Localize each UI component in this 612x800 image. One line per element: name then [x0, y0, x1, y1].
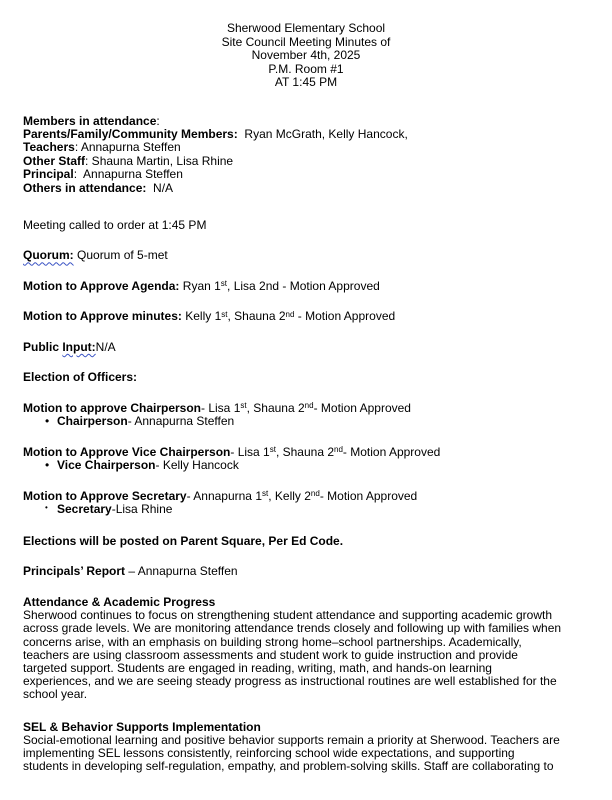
motion-label: Motion to approve Chairperson: [23, 400, 202, 415]
principals-report-value: – Annapurna Steffen: [125, 564, 238, 579]
header-line-room: P.M. Room #1: [268, 61, 344, 76]
attendance-row-others: [23, 182, 598, 195]
paragraph-line: targeted support. Students are engaged in reading, writing, math, and hands-on learning: [23, 660, 492, 675]
motion-text: - Motion Approved: [319, 488, 418, 503]
attendance-row-other-staff: [23, 155, 598, 168]
officer-role: Chairperson: [57, 414, 128, 429]
vice-chairperson-bullet-item: [23, 459, 598, 473]
elections-posting-note: Elections will be posted on Parent Square, Per Ed Code.: [23, 533, 344, 548]
header-line-time: AT 1:45 PM: [274, 75, 338, 89]
paragraph-line: students in developing self-regulation, empathy, and problem-solving skills. Staff are collaborating to: [23, 759, 554, 774]
attendance-label: Other Staff: [23, 153, 86, 168]
officer-role: Secretary: [57, 502, 112, 517]
section-heading: Attendance & Academic Progress: [23, 594, 216, 609]
quorum-line: [23, 249, 598, 263]
ordinal-suffix: nd: [304, 401, 314, 411]
ordinal-suffix: st: [269, 445, 276, 455]
ordinal-suffix: st: [220, 279, 228, 289]
secretary-bullet-item: [23, 503, 598, 518]
public-input-label: Public: [23, 339, 63, 354]
meeting-minutes-document: [23, 22, 598, 792]
principals-report-line: [23, 565, 598, 579]
motion-text: - Motion Approved: [294, 309, 396, 324]
bullet-icon: •: [45, 458, 50, 473]
ordinal-suffix: nd: [334, 445, 343, 455]
section-attendance-academic-progress: [23, 596, 598, 702]
paragraph-line: school year.: [23, 687, 88, 702]
bullet-icon: •: [45, 503, 48, 513]
header-line-title: Site Council Meeting Minutes of: [221, 34, 391, 49]
motion-label: Motion to Approve Secretary: [23, 488, 187, 503]
ordinal-suffix: nd: [310, 489, 320, 499]
ordinal-suffix: nd: [285, 309, 295, 319]
attendance-value: N/A: [146, 180, 174, 195]
public-input-line: [23, 341, 598, 355]
attendance-value: :: [156, 113, 160, 128]
motion-label: Motion to Approve minutes:: [23, 309, 182, 324]
motion-approve-minutes: [23, 310, 598, 324]
attendance-value: : Annapurna Steffen: [73, 167, 183, 182]
motion-text: - Motion Approved: [313, 400, 411, 415]
paragraph-line: experiences, and we are seeing steady progress as instructional routines are well established for the: [23, 674, 557, 689]
motion-approve-secretary: [23, 490, 598, 504]
paragraph-line: across grade levels. We are monitoring attendance trends closely and following up with families when: [23, 621, 562, 636]
called-to-order-line: Meeting called to order at 1:45 PM: [23, 217, 207, 232]
public-input-label-flagged: Input:: [62, 339, 96, 354]
paragraph-line: implementing SEL lessons consistently, reinforcing school wide expectations, and supporting: [23, 745, 515, 760]
paragraph-line: Sherwood continues to focus on strengthening student attendance and supporting academic growth: [23, 608, 553, 623]
paragraph-line: concerns arise, with an emphasis on building strong home–school partnerships. Academically,: [23, 634, 522, 649]
principals-report-label: Principals’ Report: [23, 564, 126, 579]
motion-text: - Lisa 1: [201, 400, 241, 415]
attendance-row-teachers: [23, 141, 598, 154]
motion-vice-chairperson-block: [23, 446, 598, 473]
officer-person: -Lisa Rhine: [111, 502, 173, 517]
attendance-row-parents: [23, 128, 598, 141]
motion-text: , Lisa 2nd - Motion Approved: [227, 278, 380, 293]
motion-label: Motion to Approve Agenda:: [23, 278, 180, 293]
attendance-label: Members in attendance: [23, 113, 157, 128]
election-of-officers-heading: Election of Officers:: [23, 370, 138, 385]
public-input-value: N/A: [95, 339, 116, 354]
motion-text: - Motion Approved: [342, 444, 441, 459]
motion-text: , Shauna 2: [246, 400, 305, 415]
attendance-label: Parents/Family/Community Members:: [23, 126, 238, 141]
motion-text: - Annapurna 1: [186, 488, 262, 503]
officer-role: Vice Chairperson: [57, 458, 156, 473]
attendance-value: : Shauna Martin, Lisa Rhine: [85, 153, 234, 168]
motion-secretary-block: [23, 490, 598, 518]
header-line-date: November 4th, 2025: [251, 48, 361, 62]
quorum-value: Quorum of 5-met: [73, 248, 168, 263]
motion-text: , Kelly 2: [268, 488, 311, 503]
chairperson-bullet-item: [23, 415, 598, 429]
officer-person: - Annapurna Steffen: [127, 414, 235, 429]
motion-approve-vice-chairperson: [23, 446, 598, 460]
ordinal-suffix: st: [221, 309, 228, 319]
attendance-block: [23, 115, 598, 195]
motion-text: , Shauna 2: [227, 309, 286, 324]
motion-approve-agenda: [23, 280, 598, 294]
quorum-label: Quorum:: [23, 248, 74, 263]
motion-chairperson-block: [23, 402, 598, 429]
ordinal-suffix: st: [240, 401, 247, 411]
motion-text: - Lisa 1: [230, 444, 270, 459]
motion-text: Ryan 1: [179, 278, 221, 293]
paragraph-line: teachers are using classroom assessments and student work to guide instruction and provide: [23, 647, 518, 662]
attendance-row-principal: [23, 168, 598, 181]
motion-approve-chairperson: [23, 402, 598, 416]
motion-label: Motion to Approve Vice Chairperson: [23, 444, 231, 459]
attendance-value: Ryan McGrath, Kelly Hancock,: [237, 126, 408, 141]
document-header: [23, 22, 589, 90]
motion-text: Kelly 1: [181, 309, 222, 324]
header-line-school: Sherwood Elementary School: [226, 21, 386, 35]
section-sel-behavior-supports: [23, 721, 598, 774]
attendance-label: Others in attendance:: [23, 180, 147, 195]
motion-text: , Shauna 2: [275, 444, 335, 459]
officer-person: - Kelly Hancock: [155, 458, 239, 473]
attendance-value: : Annapurna Steffen: [74, 140, 181, 155]
section-heading: SEL & Behavior Supports Implementation: [23, 719, 261, 734]
attendance-label: Principal: [23, 167, 74, 182]
attendance-row-members: [23, 115, 598, 128]
paragraph-line: Social-emotional learning and positive behavior supports remain a priority at Sherwood. Teachers are: [23, 732, 560, 747]
ordinal-suffix: st: [262, 489, 269, 499]
bullet-icon: •: [45, 414, 50, 429]
attendance-label: Teachers: [23, 140, 75, 155]
